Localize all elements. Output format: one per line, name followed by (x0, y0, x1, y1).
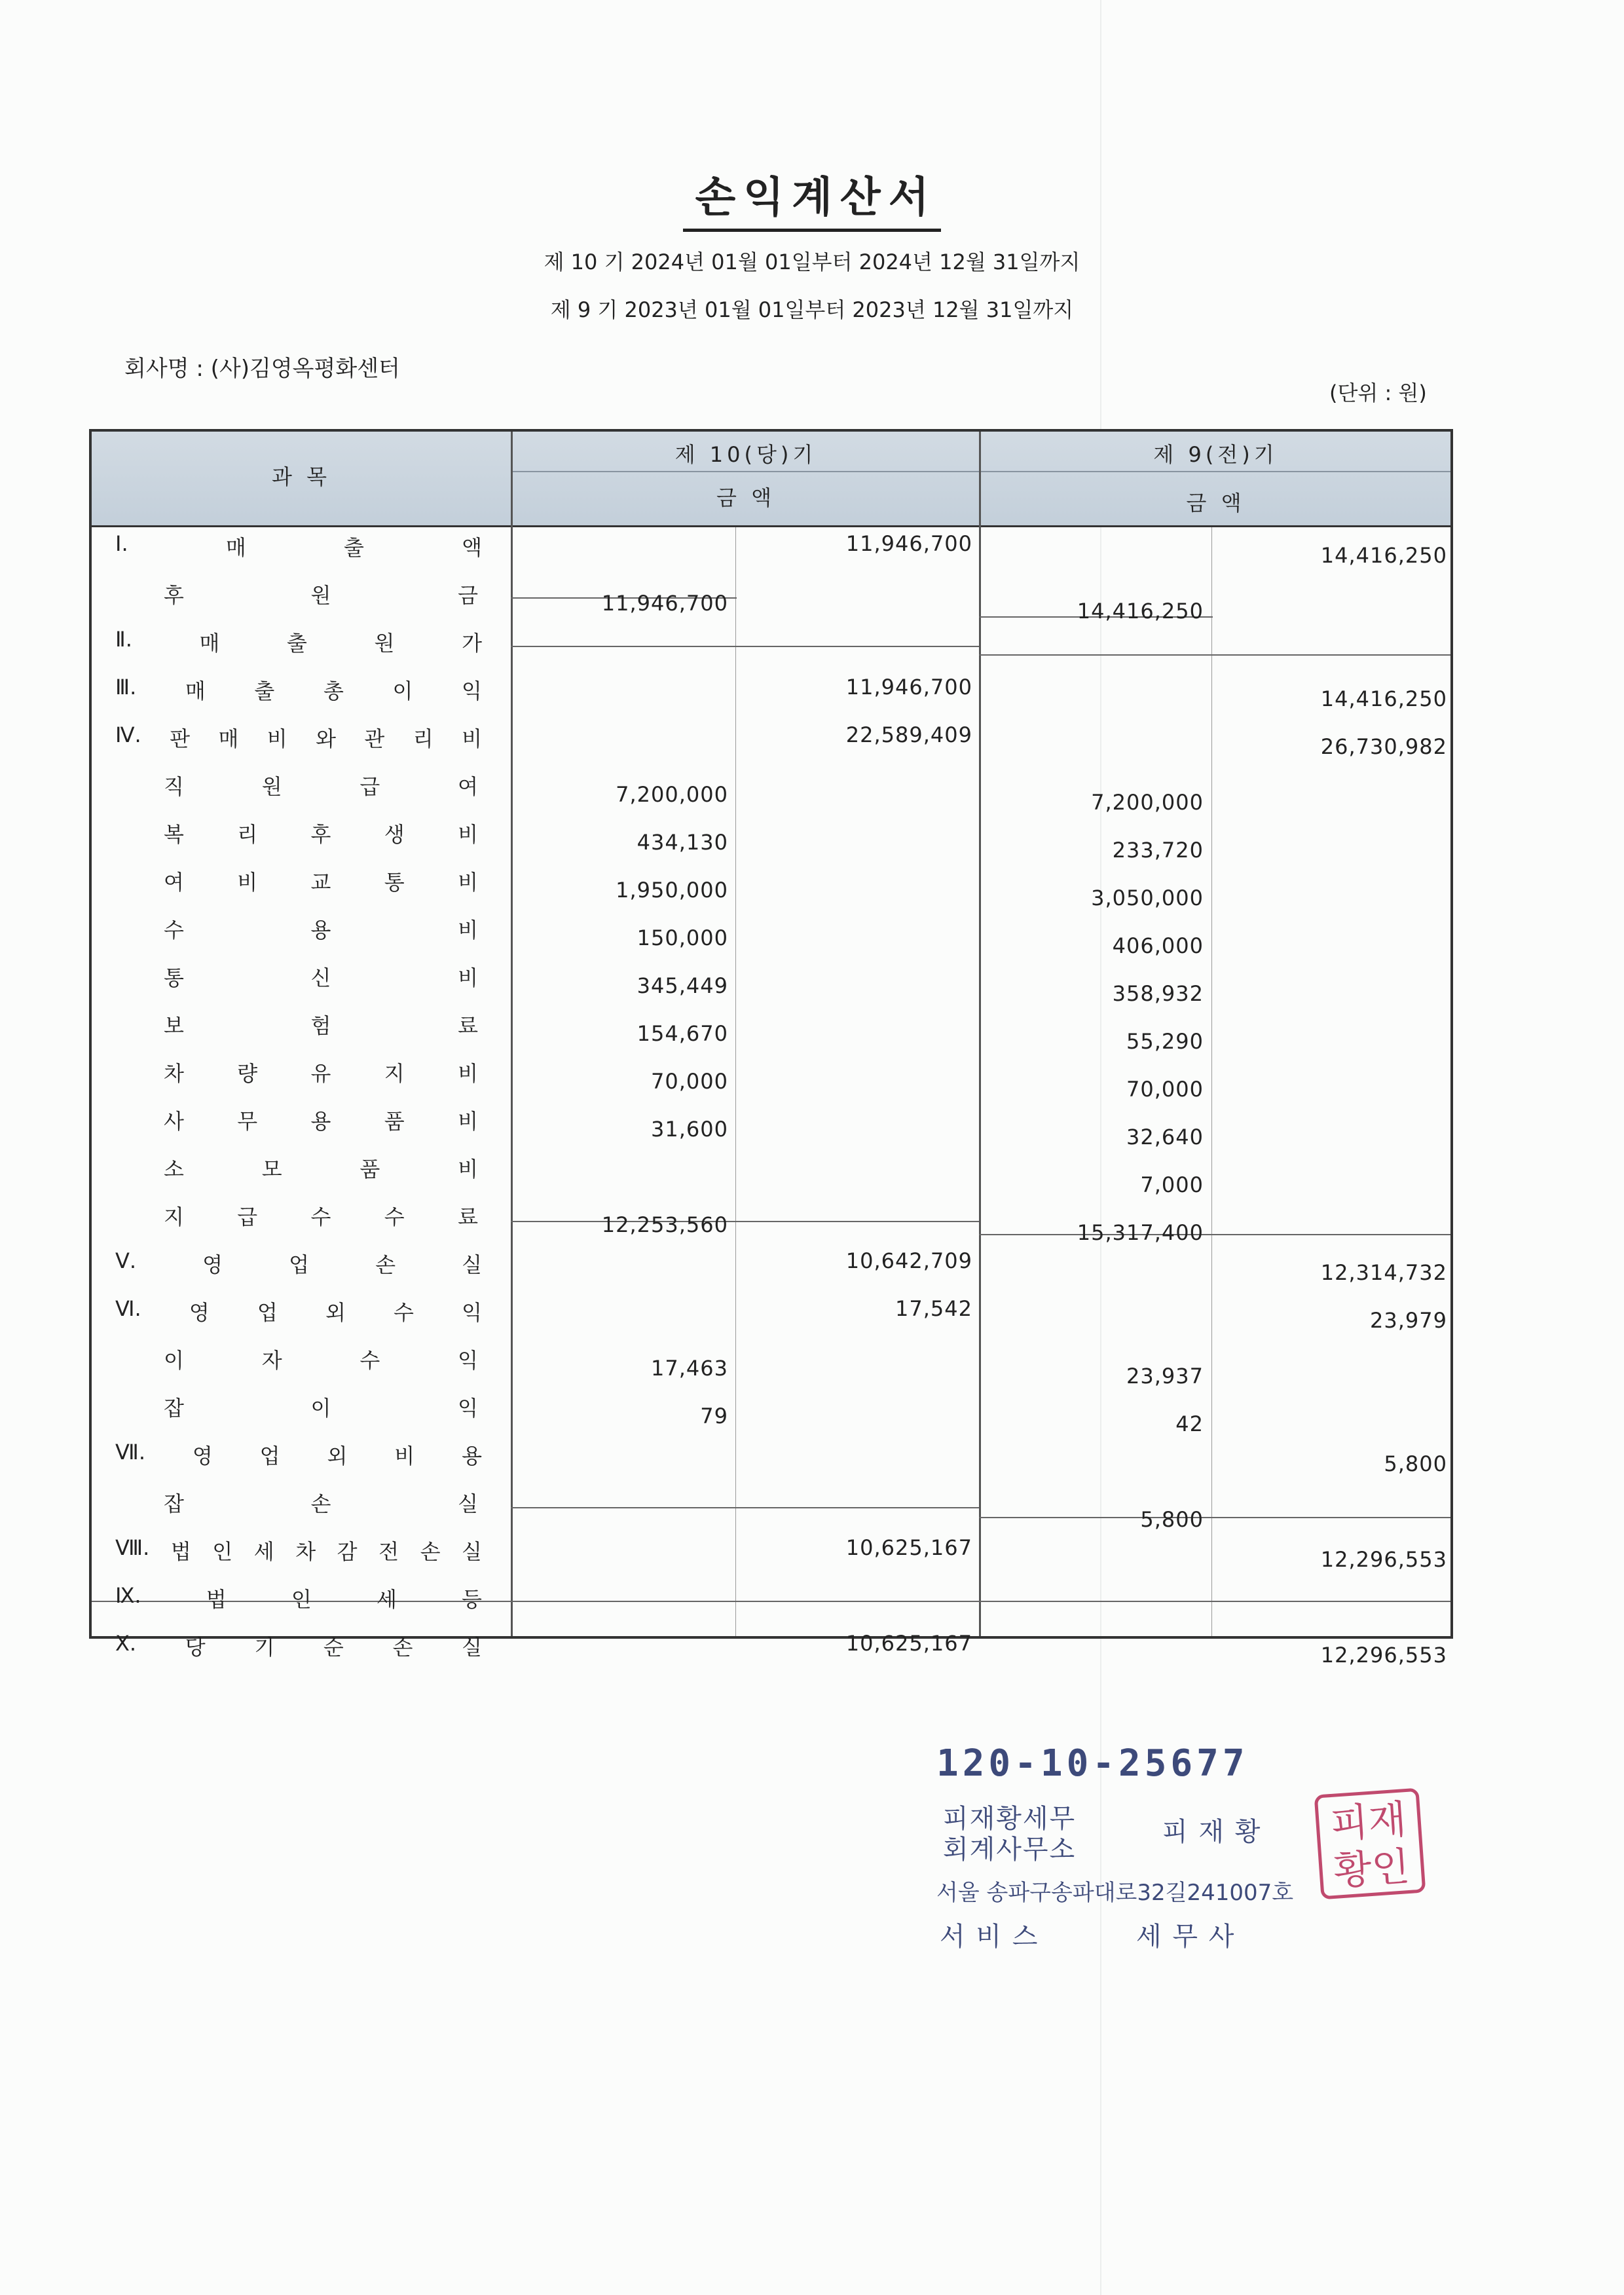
row-label: Ⅱ. 매 출 원 가 (115, 627, 482, 656)
prior-total-value: 5,800 (1384, 1451, 1447, 1476)
red-seal-stamp: 피재 황인 (1314, 1788, 1426, 1900)
row-label: 차 량 유 지 비 (164, 1061, 478, 1086)
business-number: 120-10-25677 (936, 1742, 1249, 1785)
period-prior: 제 9 기 2023년 01월 01일부터 2023년 12월 31일까지 (550, 297, 1074, 322)
current-total-value: 10,625,167 (845, 1535, 972, 1560)
current-detail-value: 434,130 (637, 830, 728, 855)
stamp-office-line1: 피재황세무 (943, 1804, 1077, 1834)
row-label: Ⅰ. 매 출 액 (115, 531, 482, 560)
current-total-value: 17,542 (895, 1296, 972, 1321)
current-total-value: 22,589,409 (845, 722, 972, 747)
prior-detail-value: 23,937 (1126, 1364, 1204, 1389)
header-prior-period: 제 9(전)기 (1153, 442, 1278, 467)
prior-detail-value: 3,050,000 (1091, 886, 1204, 910)
prior-detail-value: 55,290 (1126, 1029, 1204, 1054)
prior-detail-value: 7,200,000 (1091, 790, 1204, 815)
row-label: 여 비 교 통 비 (164, 870, 478, 895)
current-total-value: 11,946,700 (845, 675, 972, 700)
current-total-value: 10,642,709 (845, 1248, 972, 1273)
row-label: 잡 손 실 (164, 1491, 478, 1516)
row-label: 지 급 수 수 료 (164, 1204, 478, 1229)
prior-total-value: 14,416,250 (1320, 686, 1447, 711)
stamp-address: 서울 송파구송파대로32길241007호 (936, 1880, 1294, 1906)
stamp-title: 세 무 사 (1136, 1922, 1236, 1952)
row-label: Ⅵ. 영 업 외 수 익 (115, 1296, 482, 1325)
prior-total-value: 14,416,250 (1320, 543, 1447, 568)
current-detail-value: 11,946,700 (601, 591, 728, 616)
column-divider-current-detail (735, 527, 736, 1636)
current-detail-value: 1,950,000 (616, 878, 728, 903)
prior-total-value: 12,296,553 (1320, 1547, 1447, 1572)
prior-detail-value: 32,640 (1126, 1125, 1204, 1149)
prior-detail-value: 70,000 (1126, 1077, 1204, 1102)
prior-total-value: 12,296,553 (1320, 1643, 1447, 1668)
current-detail-value: 150,000 (637, 925, 728, 950)
row-label: 후 원 금 (164, 583, 478, 608)
prior-detail-value: 406,000 (1112, 933, 1204, 958)
column-divider-prior-detail (1211, 527, 1212, 1636)
current-detail-value: 79 (700, 1404, 728, 1428)
document-title: 손익계산서 (0, 164, 1624, 224)
prior-detail-value: 358,932 (1112, 981, 1204, 1006)
prior-total-value: 23,979 (1370, 1308, 1447, 1333)
row-label: Ⅴ. 영 업 손 실 (115, 1248, 482, 1277)
current-detail-value: 70,000 (651, 1069, 728, 1094)
row-label: 통 신 비 (164, 965, 478, 990)
column-divider-item (511, 432, 513, 1636)
row-label: Ⅳ. 판 매 비 와 관 리 비 (115, 722, 482, 751)
section-rule (511, 646, 979, 647)
prior-total-value: 12,314,732 (1320, 1260, 1447, 1285)
column-divider-period (979, 432, 981, 1636)
row-label: Ⅲ. 매 출 총 이 익 (115, 675, 482, 703)
period-current: 제 10 기 2024년 01월 01일부터 2024년 12월 31일까지 (544, 250, 1080, 274)
stamp-name: 피 재 황 (1162, 1817, 1262, 1847)
row-label: 사 무 용 품 비 (164, 1109, 478, 1134)
current-total-value: 10,625,167 (845, 1631, 972, 1656)
row-label: 소 모 품 비 (164, 1157, 478, 1182)
stamp-service: 서 비 스 (940, 1922, 1039, 1952)
stamp-office-line2: 회계사무소 (943, 1835, 1077, 1865)
prior-detail-value: 233,720 (1112, 838, 1204, 863)
section-rule (511, 1507, 979, 1508)
row-label: Ⅹ. 당 기 순 손 실 (115, 1631, 482, 1660)
prior-total-value: 26,730,982 (1320, 734, 1447, 759)
header-bottom-rule (92, 525, 1450, 527)
current-detail-value: 12,253,560 (601, 1212, 728, 1237)
section-rule (979, 654, 1450, 656)
prior-detail-value: 42 (1175, 1411, 1204, 1436)
current-detail-value: 7,200,000 (616, 782, 728, 807)
header-current-amount: 금 액 (716, 485, 775, 510)
current-detail-value: 154,670 (637, 1021, 728, 1046)
prior-detail-value: 14,416,250 (1077, 599, 1204, 624)
header-prior-amount: 금 액 (1186, 491, 1246, 515)
current-detail-value: 345,449 (637, 973, 728, 998)
current-detail-value: 31,600 (651, 1117, 728, 1142)
unit-label: (단위 : 원) (1329, 381, 1427, 405)
header-item: 과 목 (272, 464, 331, 489)
current-detail-value: 17,463 (651, 1356, 728, 1381)
company-name: 회사명 : (사)김영옥평화센터 (124, 356, 400, 382)
row-label: 잡 이 익 (164, 1396, 478, 1421)
row-label: 이 자 수 익 (164, 1348, 478, 1373)
current-total-value: 11,946,700 (845, 531, 972, 556)
income-statement-table (89, 429, 1453, 1668)
header-current-period: 제 10(당)기 (674, 442, 817, 467)
row-label: Ⅸ. 법 인 세 등 (115, 1583, 482, 1612)
row-label: Ⅷ. 법 인 세 차 감 전 손 실 (115, 1535, 482, 1564)
row-label: 수 용 비 (164, 918, 478, 942)
row-label: 복 리 후 생 비 (164, 822, 478, 847)
prior-detail-value: 15,317,400 (1077, 1220, 1204, 1245)
prior-detail-value: 5,800 (1140, 1507, 1204, 1532)
row-label: 직 원 급 여 (164, 774, 478, 799)
row-label: 보 험 료 (164, 1013, 478, 1038)
header-divider (513, 471, 1450, 472)
row-label: Ⅶ. 영 업 외 비 용 (115, 1440, 482, 1468)
prior-detail-value: 7,000 (1140, 1172, 1204, 1197)
